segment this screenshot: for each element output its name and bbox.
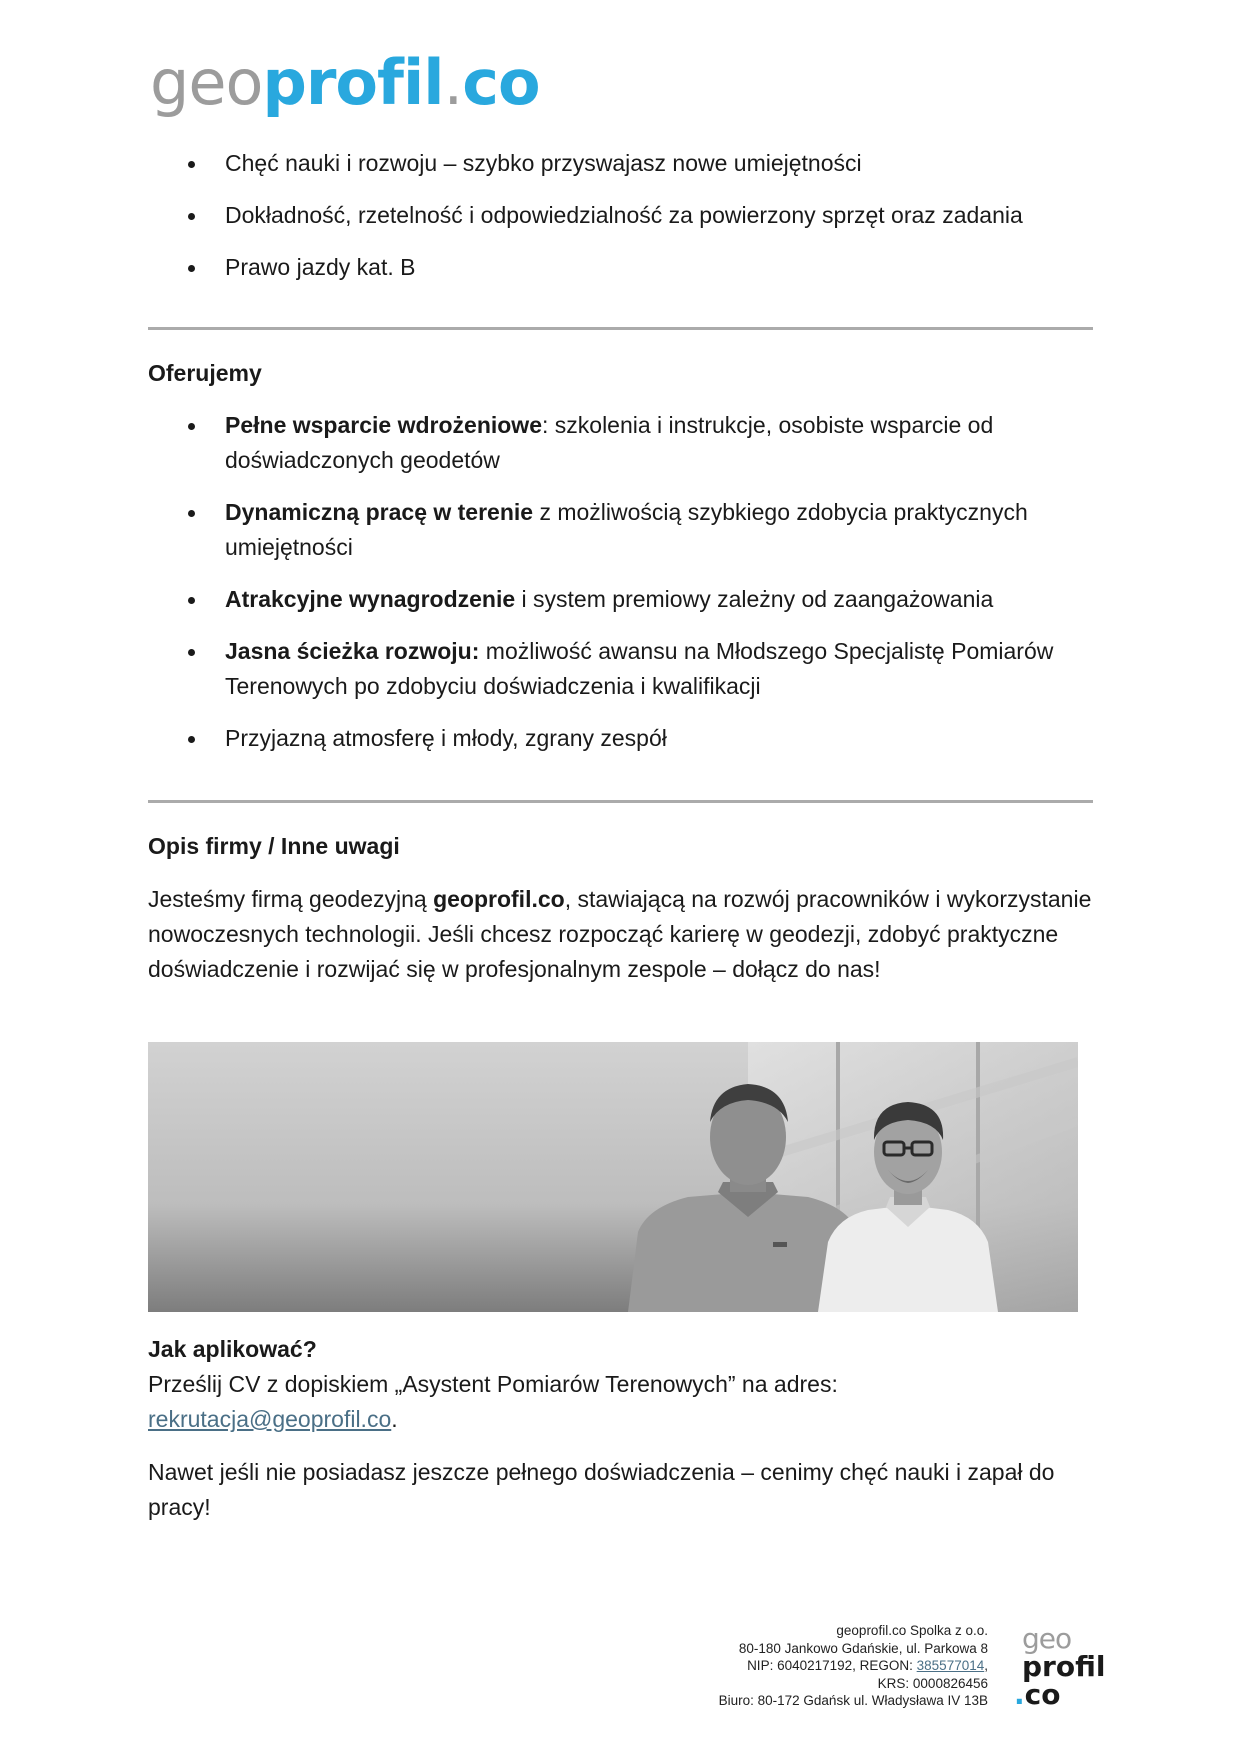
team-photo	[148, 1042, 1078, 1312]
company-text: , stawiającą na rozwój pracowników i wykorzystanie nowoczesnych technologii. Jeśli chcesz rozpocząć karierę w geodezji, zdobyć praktyczne doświadczenie i rozwijać się w profesjonalnym zespole – dołącz do nas!	[148, 886, 1092, 982]
footer-regon-link[interactable]: 385577014	[916, 1658, 985, 1673]
offer-item-text: z możliwością szybkiego zdobycia praktycznych umiejętności	[225, 499, 1028, 560]
logo-co: co	[462, 46, 540, 119]
recruitment-email-link[interactable]: rekrutacja@geoprofil.co	[148, 1406, 392, 1432]
offer-item	[148, 582, 1088, 617]
apply-instructions: Prześlij CV z dopiskiem „Asystent Pomiarów Terenowych” na adres:	[148, 1371, 838, 1397]
offer-item-text: Przyjazną atmosferę i młody, zgrany zespół	[225, 725, 667, 751]
footer-logo-dot: .	[1014, 1678, 1025, 1711]
offer-item	[148, 408, 1088, 478]
footer-logo-co-wrap	[1014, 1678, 1105, 1711]
requirement-item: Dokładność, rzetelność i odpowiedzialność za powierzony sprzęt oraz zadania	[148, 198, 1088, 233]
offer-item-bold: Jasna ścieżka rozwoju:	[225, 638, 480, 664]
offer-item-text: i system premiowy zależny od zaangażowania	[515, 586, 994, 612]
offer-heading: Oferujemy	[148, 360, 262, 386]
footer-krs: KRS: 0000826456	[877, 1675, 988, 1691]
footer-logo-geo: geo	[1022, 1622, 1072, 1655]
footer-logo-profil: profil	[1022, 1650, 1106, 1683]
footer-office: Biuro: 80-172 Gdańsk ul. Władysława IV 13B	[718, 1693, 988, 1708]
requirements-list	[148, 146, 1088, 302]
offer-list	[148, 408, 1088, 773]
offer-item	[148, 634, 1088, 704]
logo-profil: profil	[262, 46, 444, 119]
apply-email-suffix: .	[391, 1406, 398, 1432]
company-heading: Opis firmy / Inne uwagi	[148, 833, 400, 859]
requirement-item: Chęć nauki i rozwoju – szybko przyswajasz nowe umiejętności	[148, 146, 1088, 181]
offer-item	[148, 495, 1088, 565]
company-text: Jesteśmy firmą geodezyjną	[148, 886, 434, 912]
footer-nip-regon	[658, 1657, 988, 1675]
logo-dot: .	[443, 46, 463, 119]
company-name: geoprofil.co	[433, 886, 565, 912]
apply-email-line	[148, 1402, 1093, 1437]
offer-item-bold: Atrakcyjne wynagrodzenie	[225, 586, 516, 612]
apply-heading: Jak aplikować?	[148, 1336, 317, 1362]
apply-closing: Nawet jeśli nie posiadasz jeszcze pełnego doświadczenia – cenimy chęć nauki i zapał do pracy!	[148, 1459, 1055, 1520]
footer-logo	[1014, 1622, 1106, 1711]
section-divider	[148, 800, 1093, 803]
offer-item-text: możliwość awansu na Młodszego Specjalistę Pomiarów Terenowych po zdobyciu doświadczenia i kwalifikacji	[225, 638, 1054, 699]
offer-item-bold: Pełne wsparcie wdrożeniowe	[225, 412, 542, 438]
footer-nip: NIP: 6040217192, REGON:	[747, 1658, 917, 1673]
logo-geo: geo	[150, 46, 263, 119]
footer-company-name: geoprofil.co Spolka z o.o.	[836, 1623, 988, 1638]
offer-item	[148, 721, 1088, 756]
team-photo-illustration	[148, 1042, 1078, 1312]
offer-item-bold: Dynamiczną pracę w terenie	[225, 499, 534, 525]
company-description	[148, 882, 1093, 987]
footer-company-info	[658, 1622, 988, 1710]
offer-item-text: : szkolenia i instrukcje, osobiste wsparcie od doświadczonych geodetów	[225, 412, 994, 473]
footer-address: 80-180 Jankowo Gdańskie, ul. Parkowa 8	[738, 1640, 988, 1656]
requirement-item: Prawo jazdy kat. B	[148, 250, 1088, 285]
company-logo	[150, 46, 540, 119]
footer-logo-co: co	[1024, 1678, 1061, 1711]
footer-regon-suffix: ,	[984, 1658, 988, 1673]
section-divider	[148, 327, 1093, 330]
